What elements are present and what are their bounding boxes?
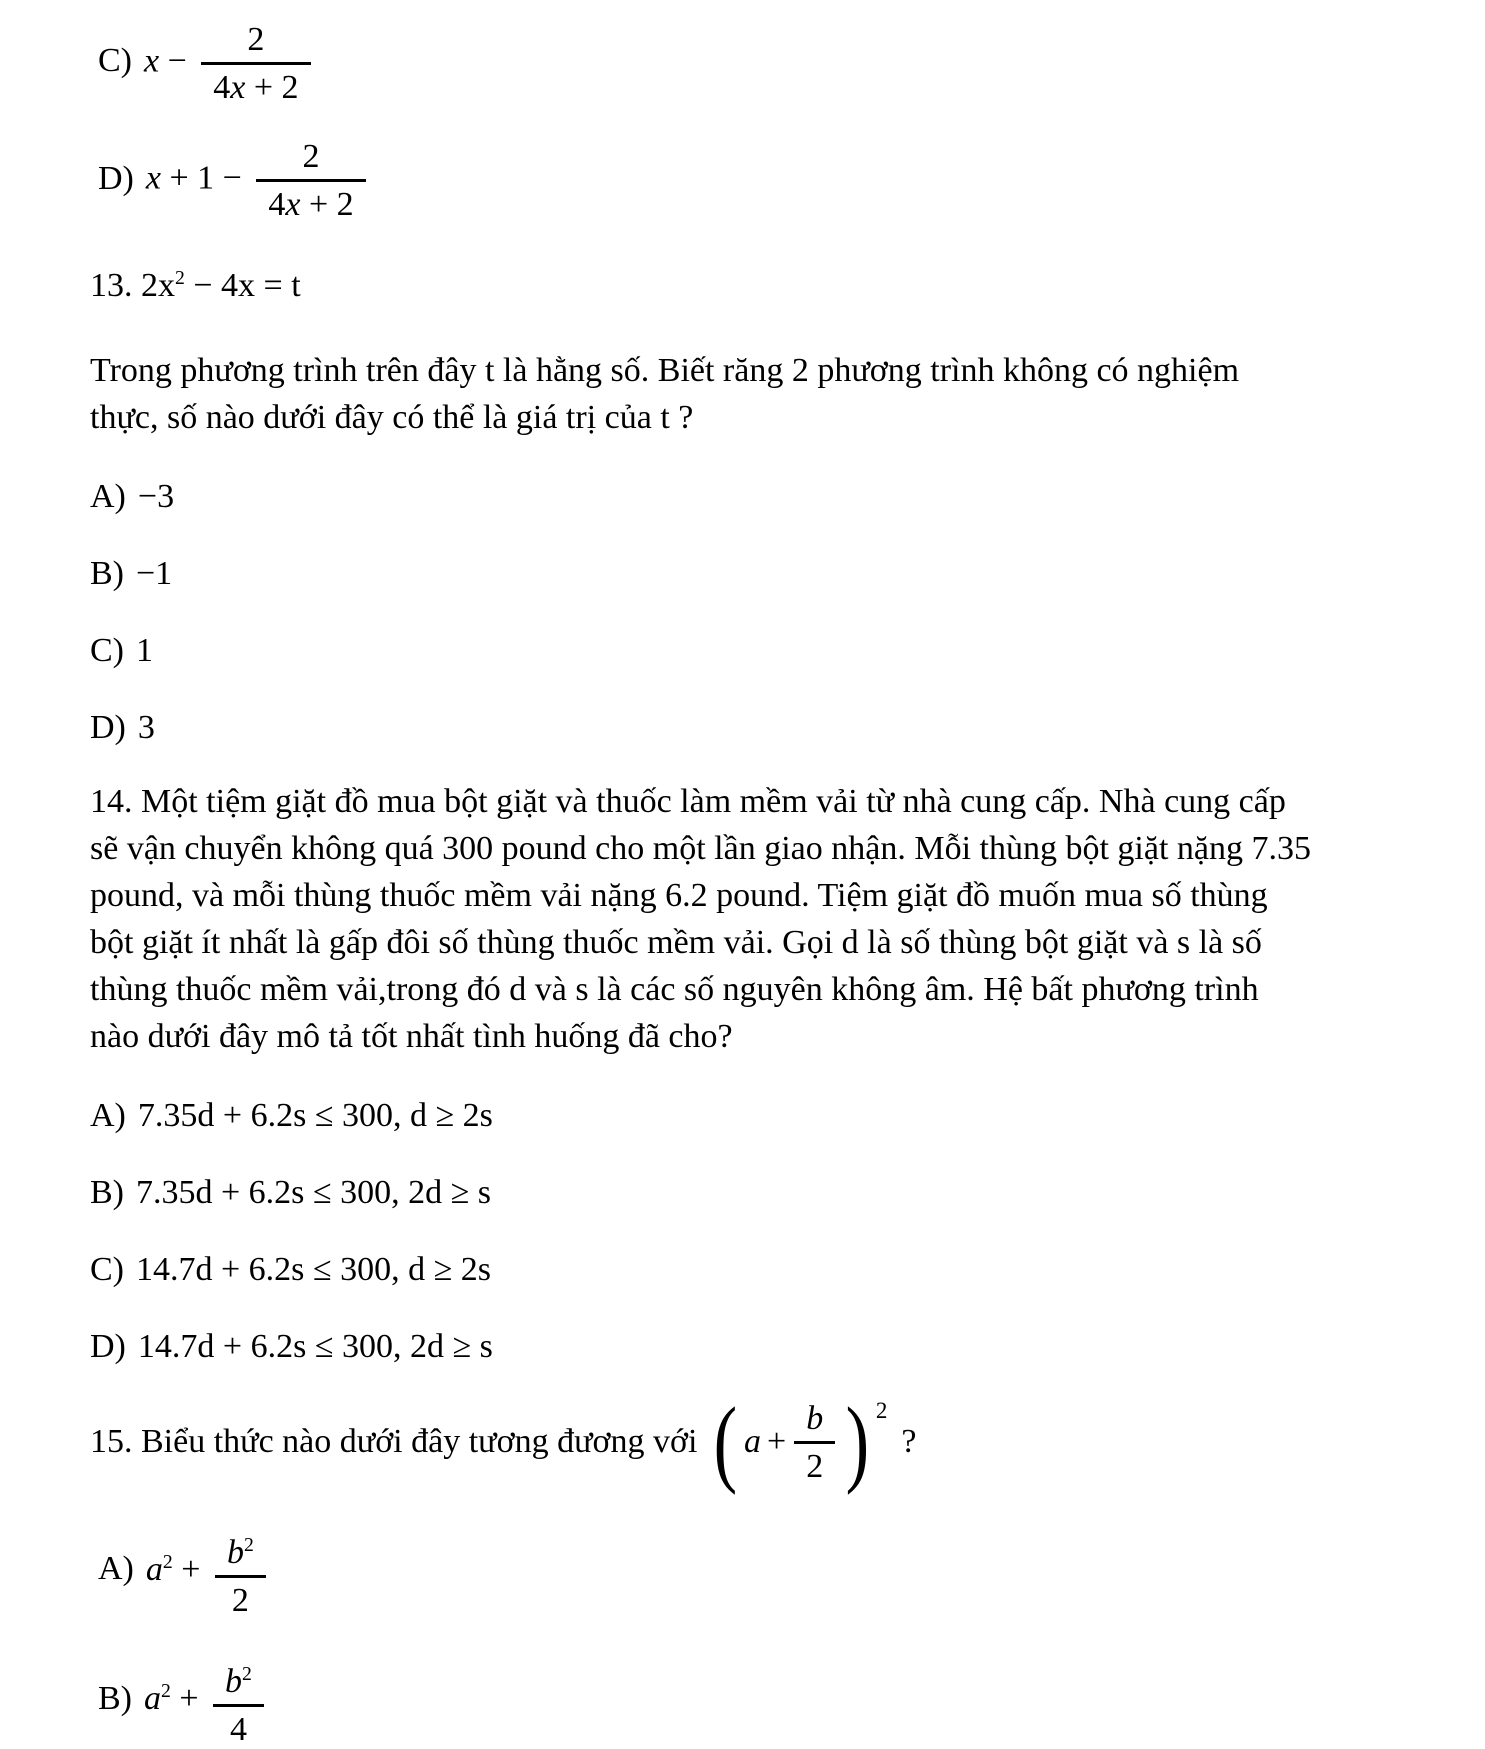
math-exponent: 2 (162, 1550, 173, 1573)
paragraph-line: bột giặt ít nhất là gấp đôi số thùng thuốc mềm vải. Gọi d là số thùng bột giặt và s là số (90, 924, 1262, 962)
option-label: B) (90, 555, 124, 593)
math-variable: x (145, 159, 161, 197)
option-label: A) (90, 478, 126, 516)
fraction-numerator: b (806, 1399, 824, 1437)
option-value: −1 (136, 555, 173, 593)
open-paren: ( (713, 1388, 738, 1497)
paragraph-line: thực, số nào dưới đây có thể là giá trị của t ? (90, 399, 694, 437)
fraction-denominator (256, 179, 365, 224)
q13-equation (90, 262, 1425, 309)
option-value: 14.7d + 6.2s ≤ 300, d ≥ 2s (136, 1251, 491, 1289)
fraction-denominator: 2 (794, 1441, 835, 1486)
math-operator: − (214, 159, 251, 197)
option-value: 7.35d + 6.2s ≤ 300, 2d ≥ s (136, 1174, 491, 1212)
q14-paragraph (90, 778, 1425, 1060)
question-text: 15. Biểu thức nào dưới đây tương đương với (90, 1423, 698, 1461)
paragraph-line: thùng thuốc mềm vải,trong đó d và s là các số nguyên không âm. Hệ bất phương trình (90, 971, 1259, 1009)
option-value: 14.7d + 6.2s ≤ 300, 2d ≥ s (137, 1328, 493, 1366)
option-label: D) (98, 159, 134, 197)
math-operator: + (172, 1550, 209, 1588)
fraction (215, 1524, 266, 1620)
q15-option-a (90, 1524, 1425, 1620)
option-value: 1 (136, 632, 153, 670)
fraction-denominator: 2 (215, 1575, 266, 1620)
paragraph-line: pound, và mỗi thùng thuốc mềm vải nặng 6.2 pound. Tiệm giặt đồ muốn mua số thùng (90, 877, 1268, 915)
fraction (213, 1653, 264, 1749)
math-operator: − (159, 42, 196, 80)
fraction-numerator: 2 (302, 138, 320, 176)
fraction (201, 20, 310, 107)
q14-option-d (90, 1323, 1425, 1370)
option-label: B) (98, 1679, 132, 1717)
fraction-denominator (201, 62, 310, 107)
equation-exponent: 2 (175, 267, 185, 290)
equation-text: − 4x = t (184, 267, 301, 305)
math-term: + 1 (160, 159, 215, 197)
q13-option-c (90, 627, 1425, 674)
fraction-numerator (213, 1653, 264, 1704)
paragraph-line: sẽ vận chuyển không quá 300 pound cho một lần giao nhận. Mỗi thùng bột giặt nặng 7.35 (90, 830, 1311, 868)
q12-option-c (90, 20, 1425, 107)
q15-option-b (90, 1653, 1425, 1749)
q13-option-a (90, 473, 1425, 520)
math-exponent: 2 (242, 1662, 252, 1685)
math-variable: b (225, 1662, 243, 1700)
math-coefficient: 4 (213, 69, 231, 107)
option-label: D) (90, 1328, 126, 1366)
close-paren: ) (845, 1388, 870, 1497)
paragraph-line: nào dưới đây mô tả tốt nhất tình huống đã cho? (90, 1018, 733, 1056)
math-variable: b (226, 1533, 244, 1571)
option-label: C) (90, 1251, 124, 1289)
option-label: A) (98, 1550, 134, 1588)
fraction-numerator: 2 (247, 21, 265, 58)
math-term: + 2 (245, 69, 299, 107)
math-exponent: 2 (243, 1533, 254, 1556)
fraction (256, 137, 365, 224)
math-variable: a (144, 1679, 161, 1717)
q13-option-b (90, 550, 1425, 597)
equation-text: 13. 2x (90, 267, 175, 305)
q14-option-b (90, 1169, 1425, 1216)
option-value: 7.35d + 6.2s ≤ 300, d ≥ 2s (137, 1097, 493, 1135)
math-operator: + (767, 1423, 787, 1461)
fraction-numerator (215, 1524, 266, 1575)
q14-option-c (90, 1246, 1425, 1293)
paragraph-line: 14. Một tiệm giặt đồ mua bột giặt và thuốc làm mềm vải từ nhà cung cấp. Nhà cung cấp (90, 783, 1286, 821)
q13-paragraph (90, 347, 1425, 441)
math-coefficient: 4 (268, 186, 286, 224)
q15-prompt (90, 1388, 1425, 1497)
option-value: 3 (137, 709, 155, 747)
q13-option-d (90, 704, 1425, 751)
fraction (794, 1399, 835, 1486)
math-variable: x (285, 186, 301, 224)
math-variable: x (230, 69, 246, 107)
math-variable: a (744, 1423, 762, 1461)
option-label: D) (90, 709, 126, 747)
math-variable: x (144, 42, 160, 80)
option-value: −3 (137, 478, 175, 516)
q12-option-d (90, 137, 1425, 224)
q14-option-a (90, 1092, 1425, 1139)
fraction-denominator: 4 (213, 1704, 264, 1749)
question-mark: ? (901, 1423, 917, 1461)
math-exponent: 2 (161, 1679, 171, 1702)
expression-exponent: 2 (875, 1398, 888, 1424)
option-label: A) (90, 1097, 126, 1135)
paragraph-line: Trong phương trình trên đây t là hằng số. Biết răng 2 phương trình không có nghiệm (90, 352, 1240, 390)
math-operator: + (170, 1679, 208, 1717)
option-label: C) (98, 42, 132, 80)
q15-expression (709, 1388, 888, 1497)
option-label: B) (90, 1174, 124, 1212)
math-variable: a (145, 1550, 163, 1588)
option-label: C) (90, 632, 124, 670)
math-term: + 2 (300, 186, 354, 224)
